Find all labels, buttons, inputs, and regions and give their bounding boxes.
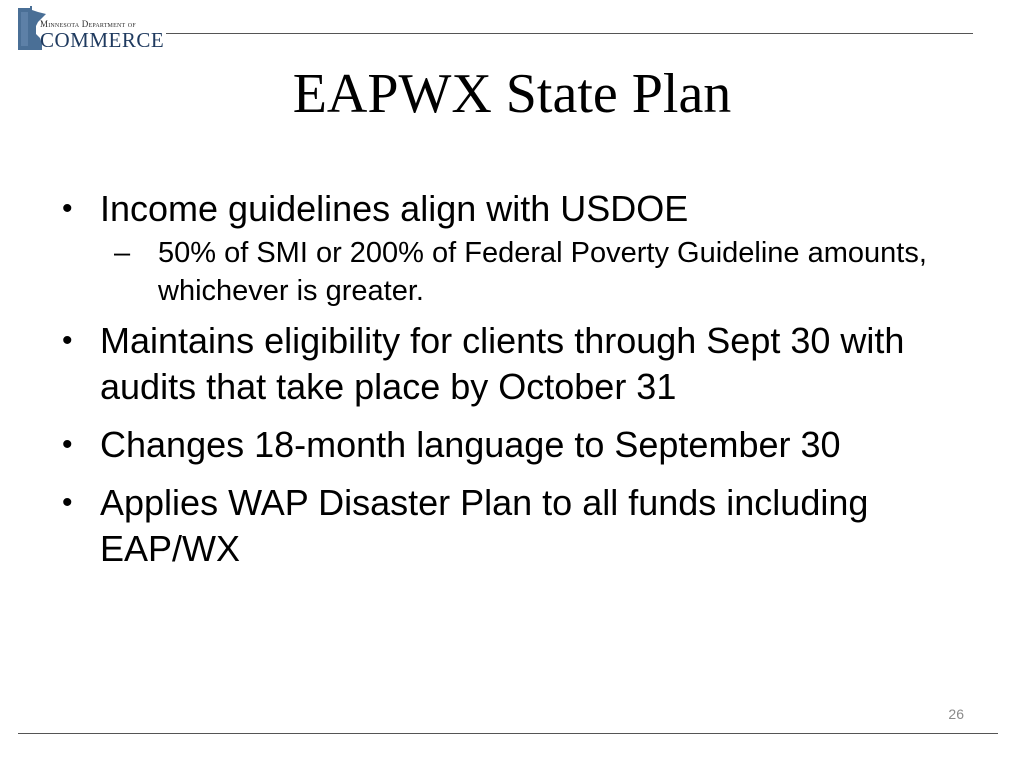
department-logo	[16, 6, 166, 52]
bullet-marker: •	[62, 324, 73, 357]
bullet-item	[62, 186, 972, 310]
sub-bullet-list	[100, 234, 972, 310]
bullet-text: Maintains eligibility for clients through Sept 30 with audits that take place by October 31	[100, 320, 905, 407]
bullet-text: Income guidelines align with USDOE	[100, 188, 689, 229]
bullet-text: Changes 18-month language to September 30	[100, 424, 841, 465]
bullet-marker: •	[62, 486, 73, 519]
header-divider	[166, 33, 973, 34]
sub-bullet-marker: –	[114, 237, 131, 269]
page-number: 26	[948, 706, 964, 722]
bullet-item	[62, 422, 972, 468]
footer-divider	[18, 733, 998, 734]
logo-department-line: Minnesota Department of	[40, 19, 136, 29]
logo-name: COMMERCE	[40, 28, 165, 52]
bullet-marker: •	[62, 428, 73, 461]
sub-bullet-item	[114, 234, 972, 310]
bullet-marker: •	[62, 192, 73, 225]
bullet-item	[62, 480, 972, 572]
bullet-item	[62, 318, 972, 410]
bullet-list	[62, 186, 972, 584]
sub-bullet-text: 50% of SMI or 200% of Federal Poverty Guideline amounts, whichever is greater.	[158, 237, 927, 307]
bullet-text: Applies WAP Disaster Plan to all funds including EAP/WX	[100, 482, 869, 569]
slide-title: EAPWX State Plan	[292, 63, 732, 125]
